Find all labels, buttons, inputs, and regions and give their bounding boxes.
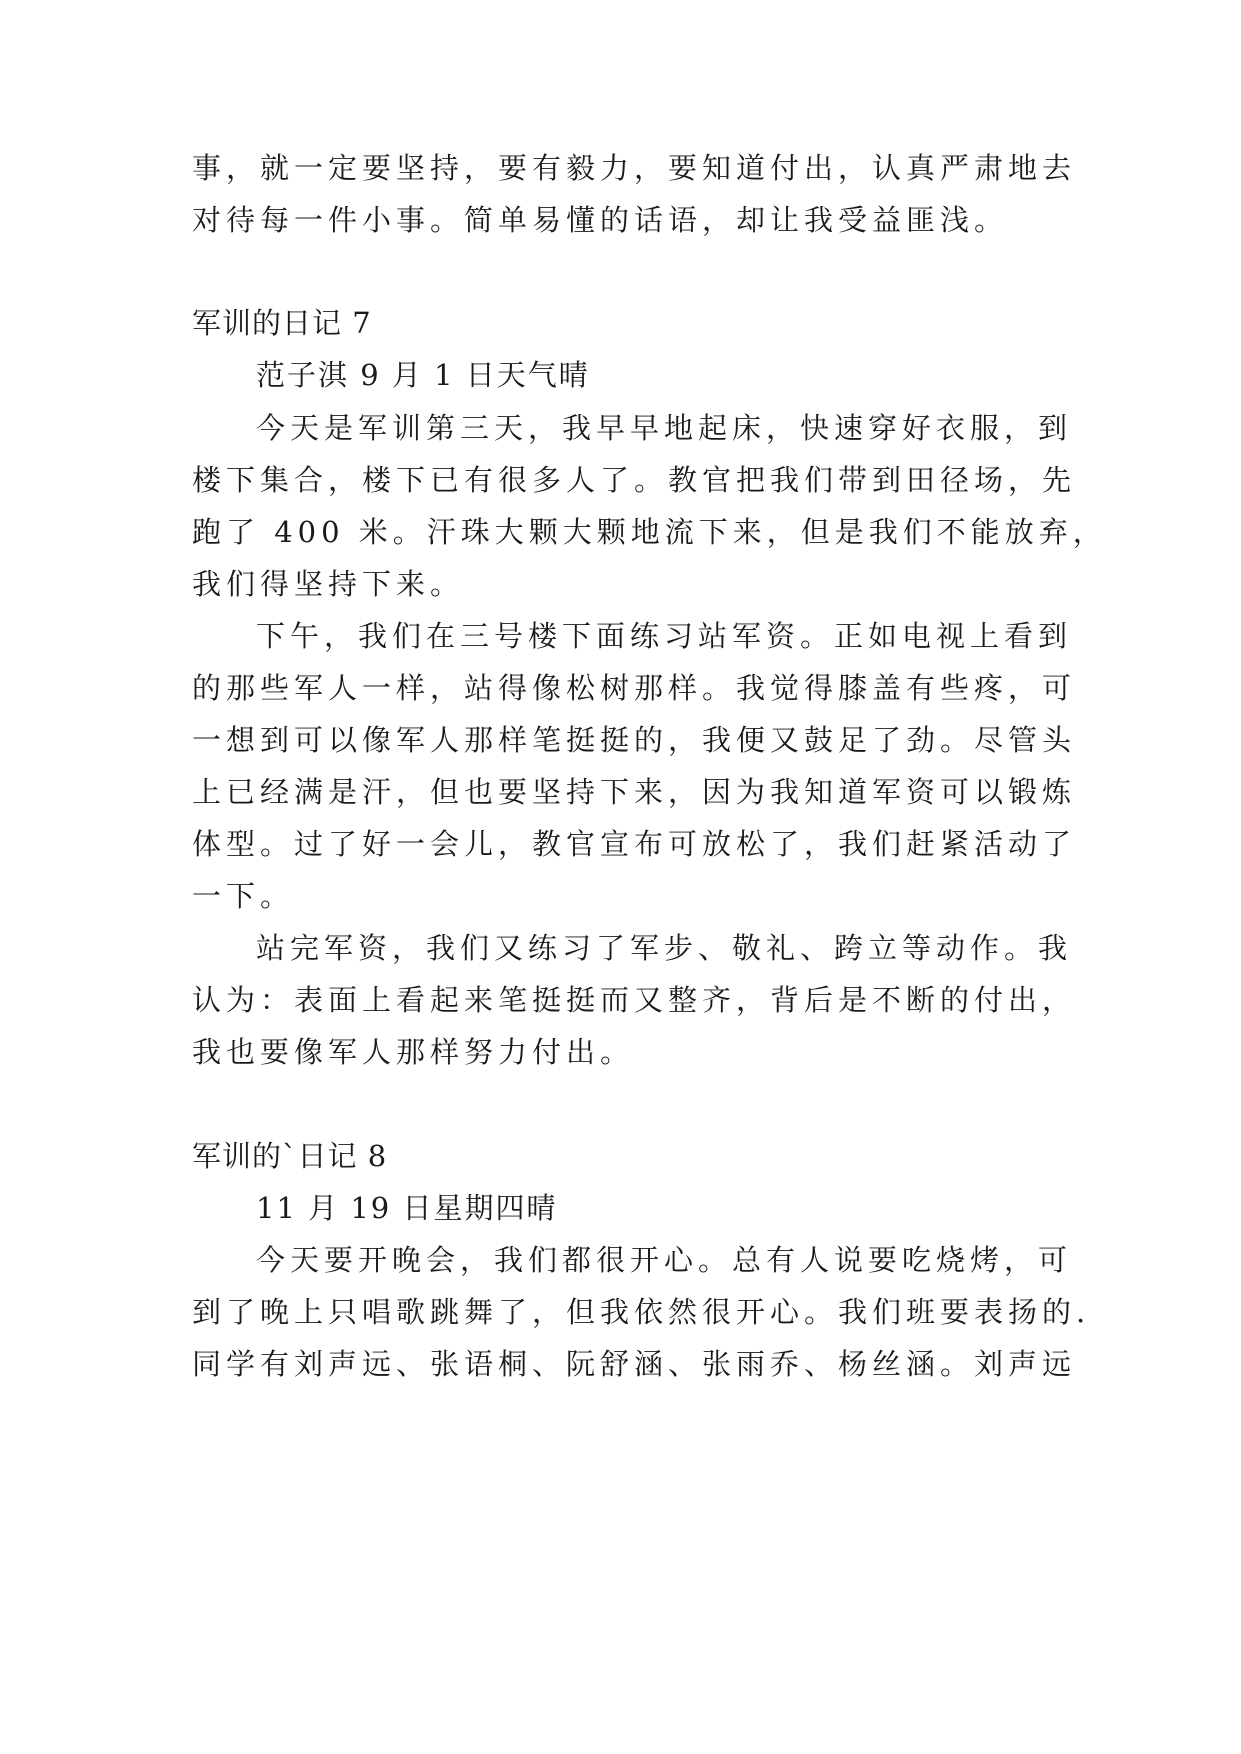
diary8-date-line: 11 月 19 日星期四晴 <box>256 1191 558 1225</box>
paragraph-line: 我们得坚持下来。 <box>192 567 465 601</box>
paragraph-line: 同学有刘声远、张语桐、阮舒涵、张雨乔、杨丝涵。刘声远 <box>192 1347 1077 1381</box>
paragraph-line: 一想到可以像军人那样笔挺挺的，我便又鼓足了劲。尽管头 <box>192 723 1077 757</box>
paragraph-line: 体型。过了好一会儿，教官宣布可放松了，我们赶紧活动了 <box>192 827 1077 861</box>
diary8-title: 军训的`日记 8 <box>192 1139 388 1173</box>
paragraph-line: 楼下集合，楼下已有很多人了。教官把我们带到田径场，先 <box>192 463 1077 497</box>
paragraph-line: 上已经满是汗，但也要坚持下来，因为我知道军资可以锻炼 <box>192 775 1077 809</box>
paragraph-line: 的那些军人一样，站得像松树那样。我觉得膝盖有些疼，可 <box>192 671 1077 705</box>
paragraph-line: 站完军资，我们又练习了军步、敬礼、跨立等动作。我 <box>256 931 1073 965</box>
paragraph-line: 到了晚上只唱歌跳舞了，但我依然很开心。我们班要表扬的. <box>192 1295 1091 1329</box>
paragraph-line: 下午，我们在三号楼下面练习站军资。正如电视上看到 <box>256 619 1073 653</box>
paragraph-line: 今天要开晚会，我们都很开心。总有人说要吃烧烤，可 <box>256 1243 1073 1277</box>
paragraph-line: 认为：表面上看起来笔挺挺而又整齐，背后是不断的付出， <box>192 983 1077 1017</box>
diary7-title: 军训的日记 7 <box>192 306 372 340</box>
paragraph-line: 今天是军训第三天，我早早地起床，快速穿好衣服，到 <box>256 411 1073 445</box>
paragraph-line: 我也要像军人那样努力付出。 <box>192 1035 635 1069</box>
diary7-date-line: 范子淇 9 月 1 日天气晴 <box>256 358 590 392</box>
intro-line: 事，就一定要坚持，要有毅力，要知道付出，认真严肃地去 <box>192 151 1077 185</box>
paragraph-line: 一下。 <box>192 879 295 913</box>
intro-line: 对待每一件小事。简单易懂的话语，却让我受益匪浅。 <box>192 203 1009 237</box>
paragraph-line: 跑了 400 米。汗珠大颗大颗地流下来，但是我们不能放弃， <box>192 515 1107 549</box>
